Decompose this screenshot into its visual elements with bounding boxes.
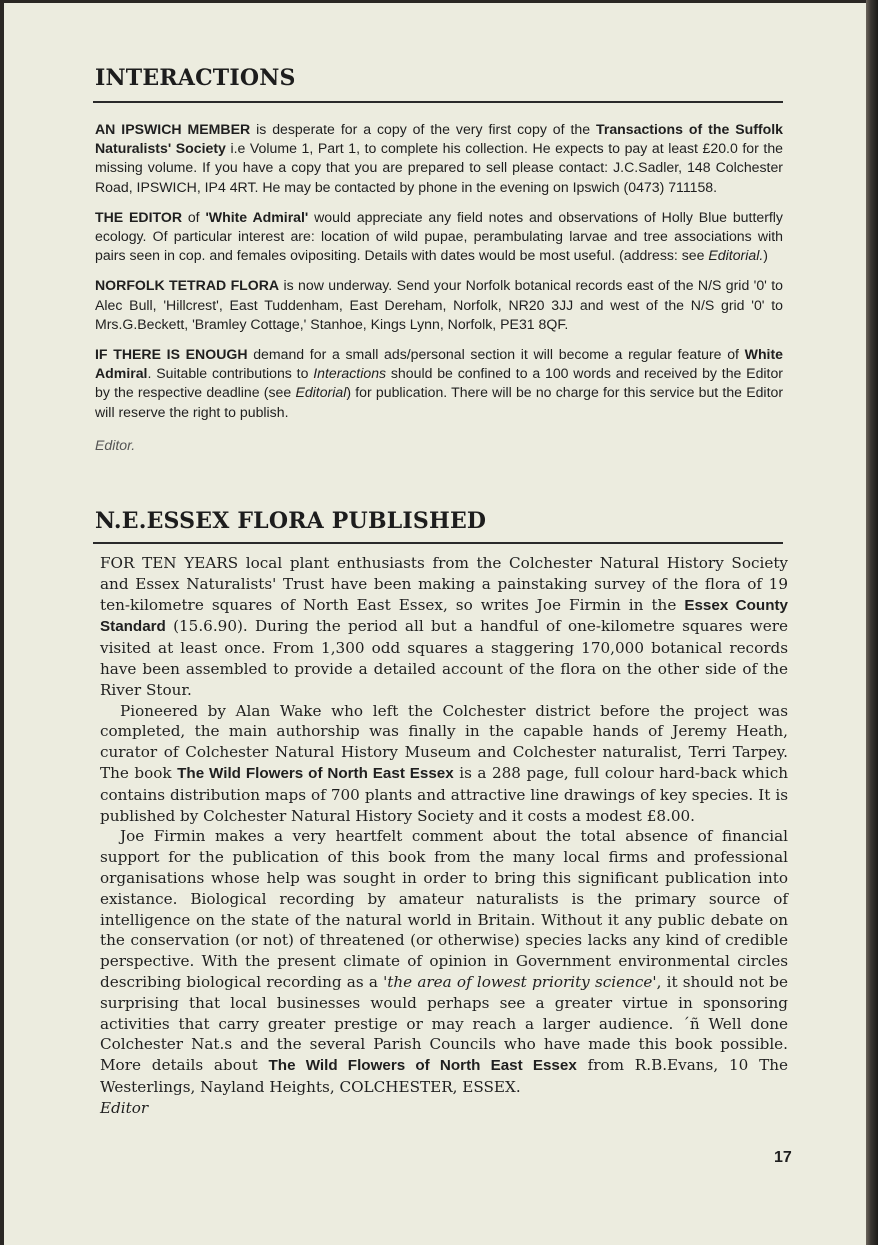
flora-paragraph-3 <box>100 826 788 1097</box>
interactions-paragraph-4 <box>95 345 783 422</box>
body-text: Pioneered by Alan Wake who left the Colchester district before the project was completed, the main authorship was finally in the capable hands of Jeremy Heath, curator of Colchester Natural History Museum and Colchester naturalist, Terri Tarpey. The book <box>100 701 788 782</box>
interactions-paragraph-3 <box>95 276 783 334</box>
body-text: should be confined to a 100 words and received by the Editor by the respective deadline (see <box>95 365 783 401</box>
interactions-section <box>95 120 783 466</box>
book-spine-edge <box>866 0 878 1245</box>
body-text: Joe Firmin makes a very heartfelt comment about the total absence of financial support for the publication of this book from the many local firms and professional organisations whose help was sought in order to bring this significant publication into existance. Biological recording by amateur naturalists is the primary source of intelligence on the state of the natural world in Britain. Without it any public debate on the conservation (or not) of threatened (or otherwise) species lacks any kind of credible perspective. With the present climate of opinion in Government environmental circles describing biological recording as a ' <box>100 827 788 991</box>
body-text: (15.6.90). During the period all but a handful of one-kilometre squares were visited at least once. From 1,300 odd squares a staggering 170,000 botanical records have been assembled to provide a detailed account of the flora on the other side of the River Stour. <box>100 617 788 699</box>
bold-text: Essex County Standard <box>100 596 788 636</box>
bold-text: White Admiral <box>95 346 783 382</box>
flora-signature: Editor <box>100 1098 149 1117</box>
flora-paragraph-2 <box>100 701 788 827</box>
bold-text: The Wild Flowers of North East Essex <box>177 764 454 782</box>
interactions-heading: INTERACTIONS <box>95 65 296 91</box>
italic-text: Interactions <box>313 365 387 382</box>
flora-heading: N.E.ESSEX FLORA PUBLISHED <box>95 508 487 534</box>
body-text: ) <box>763 247 768 264</box>
body-text: ', it should not be surprising that local businesses would perhaps see a greater virtue in sponsoring activities that carry greater prestige or may reach a larger audience. ´ñ Well done Colchester Nat.s and the several Parish Councils who have made this book possible. More details about <box>100 972 788 1075</box>
body-text: demand for a small ads/personal section it will become a regular feature of <box>247 346 745 363</box>
interactions-paragraph-1 <box>95 120 783 197</box>
body-text: . Suitable contributions to <box>147 365 314 382</box>
lead-text: THE EDITOR <box>95 208 183 225</box>
page-number: 17 <box>774 1149 792 1166</box>
document-page <box>4 3 866 1245</box>
bold-text: 'White Admiral' <box>205 208 309 225</box>
body-text: is desperate for a copy of the very first copy of the <box>250 121 597 137</box>
body-text: from R.B.Evans, 10 The Westerlings, Nayland Heights, COLCHESTER, ESSEX. <box>100 1056 788 1096</box>
italic-text: the area of lowest priority science <box>387 972 653 991</box>
interactions-rule <box>93 101 783 103</box>
bold-text: Transactions of the Suffolk Naturalists' Society <box>95 121 783 157</box>
interactions-signature: Editor. <box>95 436 136 453</box>
bold-text: The Wild Flowers of North East Essex <box>268 1057 577 1075</box>
body-text: would appreciate any field notes and observations of Holly Blue butterfly ecology. Of particular interest are: location of wild pupae, perambulating larvae and tree associations with pairs seen in cop. and females ovipositing. Details with dates would be most useful. (address: see <box>95 208 783 264</box>
body-text: ) for publication. There will be no charge for this service but the Editor will reserve the right to publish. <box>95 384 784 420</box>
italic-text: Editorial <box>295 384 347 401</box>
flora-section <box>100 553 788 1119</box>
lead-text: AN IPSWICH MEMBER <box>95 121 251 137</box>
body-text: FOR TEN YEARS local plant enthusiasts from the Colchester Natural History Society and Essex Naturalists' Trust have been making a painstaking survey of the flora of 19 ten-kilometre squares of North East Essex, so writes Joe Firmin in the <box>100 554 788 614</box>
body-text: i.e Volume 1, Part 1, to complete his collection. He expects to pay at least £20.0 for the missing volume. If you have a copy that you are prepared to sell please contact: J.C.Sadler, 148 Colchester Road, IPSWICH, IP4 4RT. He may be contacted by phone in the evening on Ipswich (0473) 711158. <box>95 140 783 195</box>
body-text: of <box>182 208 206 225</box>
flora-paragraph-1 <box>100 553 788 701</box>
flora-rule <box>93 542 783 544</box>
lead-text: NORFOLK TETRAD FLORA <box>95 277 280 294</box>
italic-text: Editorial. <box>708 247 764 264</box>
body-text: is now underway. Send your Norfolk botanical records east of the N/S grid '0' to Alec Bull, 'Hillcrest', East Tuddenham, East Dereham, Norfolk, NR20 3JJ and west of the N/S grid '0' to Mrs.G.Beckett, 'Bramley Cottage,' Stanhoe, Kings Lynn, Norfolk, PE31 8QF. <box>95 277 783 332</box>
interactions-paragraph-2 <box>95 208 783 266</box>
body-text: is a 288 page, full colour hard-back which contains distribution maps of 700 plants and attractive line drawings of key species. It is published by Colchester Natural History Society and it costs a modest £8.00. <box>100 763 788 825</box>
lead-text: IF THERE IS ENOUGH <box>95 346 248 363</box>
